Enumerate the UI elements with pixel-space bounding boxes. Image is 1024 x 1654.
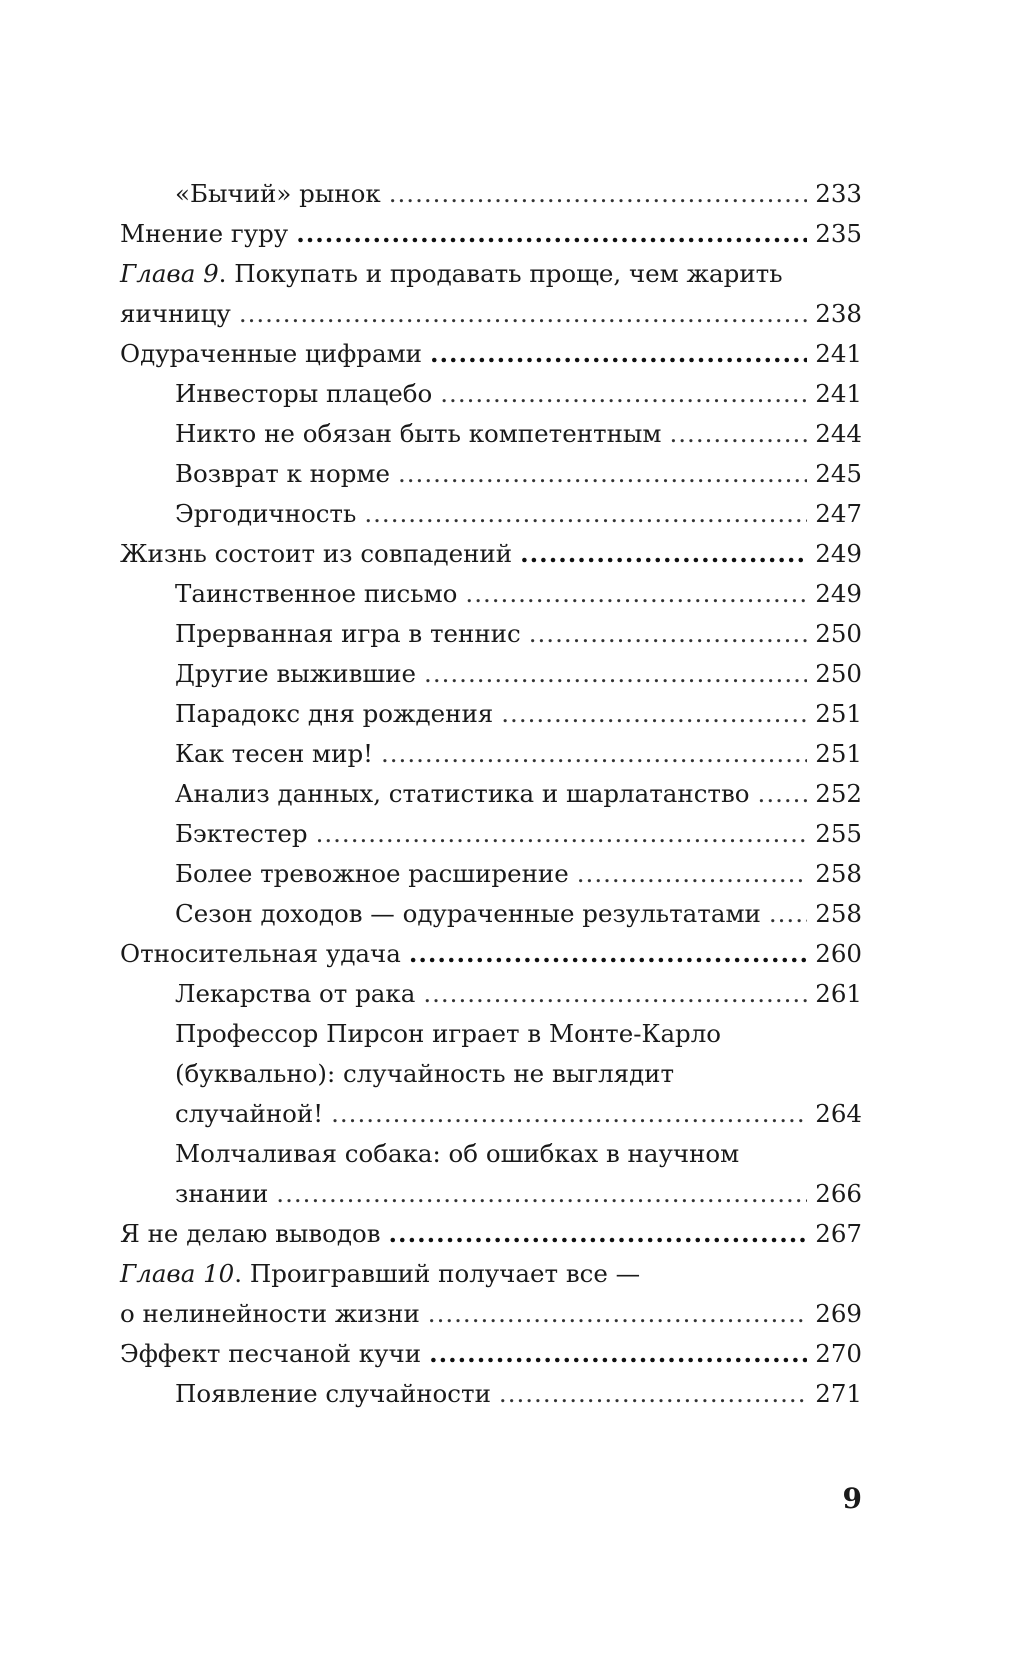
toc-entry-page: 252 bbox=[815, 779, 862, 808]
dot-leader bbox=[669, 414, 807, 454]
toc-entry-page: 250 bbox=[815, 619, 862, 648]
toc-entry bbox=[120, 414, 862, 454]
toc-entry-page: 260 bbox=[815, 939, 862, 968]
toc-entry bbox=[120, 734, 862, 774]
dot-leader bbox=[331, 1094, 807, 1134]
toc-entry bbox=[120, 1174, 862, 1214]
toc-entry bbox=[120, 974, 862, 1014]
dot-leader bbox=[529, 614, 808, 654]
toc-entry-title: Эффект песчаной кучи bbox=[120, 1339, 422, 1368]
dot-leader bbox=[381, 734, 807, 774]
toc-entry-page: 241 bbox=[815, 379, 862, 408]
toc-entry bbox=[120, 574, 862, 614]
dot-leader bbox=[316, 814, 808, 854]
dot-leader bbox=[520, 534, 807, 574]
toc-entry-page: 271 bbox=[815, 1379, 862, 1408]
toc-entry-title: Инвесторы плацебо bbox=[175, 379, 433, 408]
toc-entry-page: 258 bbox=[815, 899, 862, 928]
chapter-title: . Проигравший получает все — bbox=[234, 1259, 641, 1288]
dot-leader bbox=[276, 1174, 807, 1214]
dot-leader bbox=[429, 1334, 807, 1374]
toc-entry-title: Относительная удача bbox=[120, 939, 401, 968]
toc-entry-line: Молчаливая собака: об ошибках в научном bbox=[175, 1139, 740, 1168]
dot-leader bbox=[769, 894, 807, 934]
toc-entry-page: 251 bbox=[815, 739, 862, 768]
toc-entry-page: 244 bbox=[815, 419, 862, 448]
toc-entry-page: 267 bbox=[815, 1219, 862, 1248]
toc-entry bbox=[120, 1094, 862, 1134]
toc-entry bbox=[120, 334, 862, 374]
toc-entry-title: Прерванная игра в теннис bbox=[175, 619, 521, 648]
dot-leader bbox=[409, 934, 807, 974]
toc-entry-title: Я не делаю выводов bbox=[120, 1219, 381, 1248]
toc-entry-title: Жизнь состоит из совпадений bbox=[120, 539, 513, 568]
toc-entry-title: Появление случайности bbox=[175, 1379, 491, 1408]
toc-entry-page: 269 bbox=[815, 1299, 862, 1328]
toc-entry-page: 255 bbox=[815, 819, 862, 848]
toc-entry bbox=[120, 214, 862, 254]
toc-entry bbox=[120, 454, 862, 494]
toc-entry-line: (буквально): случайность не выглядит bbox=[175, 1059, 675, 1088]
toc-entry bbox=[120, 694, 862, 734]
chapter-heading bbox=[120, 1254, 862, 1294]
toc-entry-page: 266 bbox=[815, 1179, 862, 1208]
dot-leader bbox=[440, 374, 807, 414]
toc-entry bbox=[120, 1214, 862, 1254]
toc-entry-page: 235 bbox=[815, 219, 862, 248]
toc-entry-page: 247 bbox=[815, 499, 862, 528]
toc-entry bbox=[120, 494, 862, 534]
toc-entry-title: Эргодичность bbox=[175, 499, 357, 528]
dot-leader bbox=[398, 454, 807, 494]
dot-leader bbox=[501, 694, 807, 734]
chapter-label: Глава 9 bbox=[120, 259, 219, 288]
toc-entry-title: яичницу bbox=[120, 299, 231, 328]
toc-entry-page: 249 bbox=[815, 579, 862, 608]
toc-entry-title: Одураченные цифрами bbox=[120, 339, 422, 368]
dot-leader bbox=[239, 294, 807, 334]
dot-leader bbox=[499, 1374, 807, 1414]
toc-entry-page: 261 bbox=[815, 979, 862, 1008]
toc-entry bbox=[120, 854, 862, 894]
dot-leader bbox=[428, 1294, 807, 1334]
dot-leader bbox=[758, 774, 808, 814]
toc-entry-title: Таинственное письмо bbox=[175, 579, 458, 608]
dot-leader bbox=[424, 654, 807, 694]
toc-entry-page: 233 bbox=[815, 179, 862, 208]
toc-entry bbox=[120, 294, 862, 334]
dot-leader bbox=[430, 334, 807, 374]
toc-entry-page: 264 bbox=[815, 1099, 862, 1128]
toc-entry-page: 251 bbox=[815, 699, 862, 728]
toc-entry-page: 238 bbox=[815, 299, 862, 328]
dot-leader bbox=[364, 494, 807, 534]
toc-entry-title: Никто не обязан быть компетентным bbox=[175, 419, 662, 448]
toc-entry-page: 245 bbox=[815, 459, 862, 488]
toc-entry bbox=[120, 1294, 862, 1334]
chapter-label: Глава 10 bbox=[120, 1259, 235, 1288]
toc-entry bbox=[120, 934, 862, 974]
toc-entry-page: 250 bbox=[815, 659, 862, 688]
toc-entry bbox=[120, 614, 862, 654]
toc-entry bbox=[120, 1374, 862, 1414]
toc-entry-title: Как тесен мир! bbox=[175, 739, 373, 768]
dot-leader bbox=[465, 574, 807, 614]
toc-entry-page: 270 bbox=[815, 1339, 862, 1368]
toc-entry-title: Бэктестер bbox=[175, 819, 308, 848]
toc-entry-title: Возврат к норме bbox=[175, 459, 390, 488]
toc-entry-line: Профессор Пирсон играет в Монте-Карло bbox=[175, 1019, 722, 1048]
toc-entry bbox=[120, 1334, 862, 1374]
toc-entry-title: Анализ данных, статистика и шарлатанство bbox=[175, 779, 750, 808]
toc-entry bbox=[120, 774, 862, 814]
toc-entry-title: Парадокс дня рождения bbox=[175, 699, 494, 728]
dot-leader bbox=[389, 174, 808, 214]
page-number: 9 bbox=[842, 1482, 862, 1515]
dot-leader bbox=[577, 854, 807, 894]
toc-entry-page: 258 bbox=[815, 859, 862, 888]
dot-leader bbox=[389, 1214, 808, 1254]
chapter-title: . Покупать и продавать проще, чем жарить bbox=[218, 259, 783, 288]
toc-entry-page: 249 bbox=[815, 539, 862, 568]
toc-entry-page: 241 bbox=[815, 339, 862, 368]
toc-entry-title: «Бычий» рынок bbox=[175, 179, 381, 208]
toc-entry-title: Сезон доходов — одураченные результатами bbox=[175, 899, 761, 928]
toc-entry bbox=[120, 654, 862, 694]
toc-entry bbox=[120, 814, 862, 854]
chapter-heading bbox=[120, 254, 862, 294]
toc-entry-title: Более тревожное расширение bbox=[175, 859, 569, 888]
toc-entry-title: о нелинейности жизни bbox=[120, 1299, 420, 1328]
toc-entry-title: Другие выжившие bbox=[175, 659, 417, 688]
toc-entry-title: Мнение гуру bbox=[120, 219, 289, 248]
toc-entry bbox=[120, 374, 862, 414]
table-of-contents bbox=[120, 174, 862, 1414]
toc-entry-title: знании bbox=[175, 1179, 269, 1208]
toc-entry bbox=[120, 174, 862, 214]
toc-entry bbox=[120, 894, 862, 934]
dot-leader bbox=[423, 974, 807, 1014]
toc-entry bbox=[120, 534, 862, 574]
toc-entry-title: случайной! bbox=[175, 1099, 324, 1128]
toc-entry-title: Лекарства от рака bbox=[175, 979, 416, 1008]
dot-leader bbox=[296, 214, 807, 254]
